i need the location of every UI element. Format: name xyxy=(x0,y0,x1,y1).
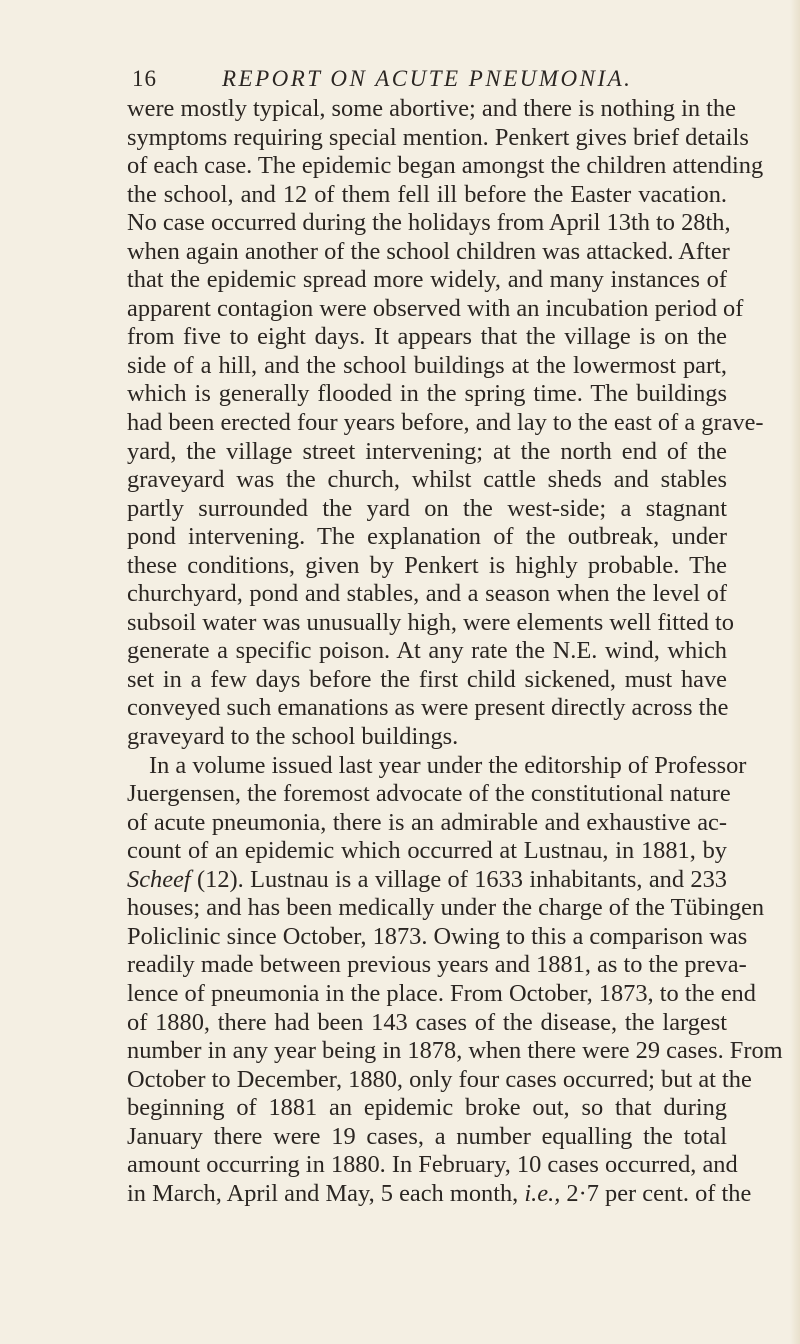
italic-abbrev: i.e., xyxy=(524,1179,561,1207)
text-segment: (12). Lustnau is a village of 1633 inhabitants, and 233 xyxy=(197,865,727,893)
text-line: churchyard, pond and stables, and a season when the level of xyxy=(127,580,727,608)
text-line: had been erected four years before, and lay to the east of a grave- xyxy=(127,409,764,437)
page-edge xyxy=(790,0,800,1344)
text-line-scheef xyxy=(127,866,727,895)
italic-author: Scheef xyxy=(127,865,191,893)
text-line: conveyed such emanations as were present directly across the xyxy=(127,694,729,722)
text-line: count of an epidemic which occurred at Lustnau, in 1881, by xyxy=(127,837,727,865)
text-line: of each case. The epidemic began amongst the children attending xyxy=(127,152,764,180)
text-line: January there were 19 cases, a number equalling the total xyxy=(127,1122,727,1150)
text-line: graveyard was the church, whilst cattle sheds and stables xyxy=(127,466,727,494)
text-line: when again another of the school children was attacked. After xyxy=(127,237,730,265)
text-line: side of a hill, and the school buildings at the lowermost part, xyxy=(127,351,727,379)
text-line: set in a few days before the first child sickened, must have xyxy=(127,665,727,693)
text-line: readily made between previous years and 1881, as to the preva- xyxy=(127,951,747,979)
text-line: partly surrounded the yard on the west-side; a stagnant xyxy=(127,494,727,522)
text-line: apparent contagion were observed with an incubation period of xyxy=(127,294,744,322)
text-line-ie xyxy=(127,1179,752,1209)
text-line: from five to eight days. It appears that the village is on the xyxy=(127,323,727,351)
text-line: number in any year being in 1878, when there were 29 cases. From xyxy=(127,1037,783,1065)
text-line: of 1880, there had been 143 cases of the disease, the largest xyxy=(127,1008,727,1036)
text-line: the school, and 12 of them fell ill before the Easter vacation. xyxy=(127,180,727,208)
text-segment: 2·7 per cent. of the xyxy=(566,1179,752,1207)
text-line: generate a specific poison. At any rate the N.E. wind, which xyxy=(127,637,727,665)
text-line: Policlinic since October, 1873. Owing to this a comparison was xyxy=(127,922,748,950)
text-line: were mostly typical, some abortive; and there is nothing in the xyxy=(127,95,736,122)
text-line: Juergensen, the foremost advocate of the constitutional nature xyxy=(127,780,731,808)
text-line: amount occurring in 1880. In February, 10 cases occurred, and xyxy=(127,1151,738,1179)
body-text xyxy=(127,95,783,1208)
page-number: 16 xyxy=(132,66,157,91)
text-line: of acute pneumonia, there is an admirable and exhaustive ac- xyxy=(127,808,727,836)
text-line: graveyard to the school buildings. xyxy=(127,723,459,751)
text-line: lence of pneumonia in the place. From October, 1873, to the end xyxy=(127,979,756,1007)
text-line: which is generally flooded in the spring time. The buildings xyxy=(127,380,727,408)
text-segment: in March, April and May, 5 each month, xyxy=(127,1179,519,1207)
text-line: No case occurred during the holidays from April 13th to 28th, xyxy=(127,209,731,237)
text-line: symptoms requiring special mention. Penkert gives brief details xyxy=(127,123,749,151)
text-line: houses; and has been medically under the charge of the Tübingen xyxy=(127,894,765,922)
text-line: In a volume issued last year under the editorship of Professor xyxy=(149,751,747,779)
text-line: these conditions, given by Penkert is highly probable. The xyxy=(127,551,727,579)
running-title: REPORT ON ACUTE PNEUMONIA. xyxy=(222,66,633,91)
text-line: October to December, 1880, only four cases occurred; but at the xyxy=(127,1065,752,1093)
text-line: that the epidemic spread more widely, and many instances of xyxy=(127,266,727,294)
text-line: yard, the village street intervening; at the north end of the xyxy=(127,437,727,465)
text-line: beginning of 1881 an epidemic broke out, so that during xyxy=(127,1094,727,1122)
text-line: subsoil water was unusually high, were elements well fitted to xyxy=(127,608,734,636)
text-line: pond intervening. The explanation of the outbreak, under xyxy=(127,523,727,551)
